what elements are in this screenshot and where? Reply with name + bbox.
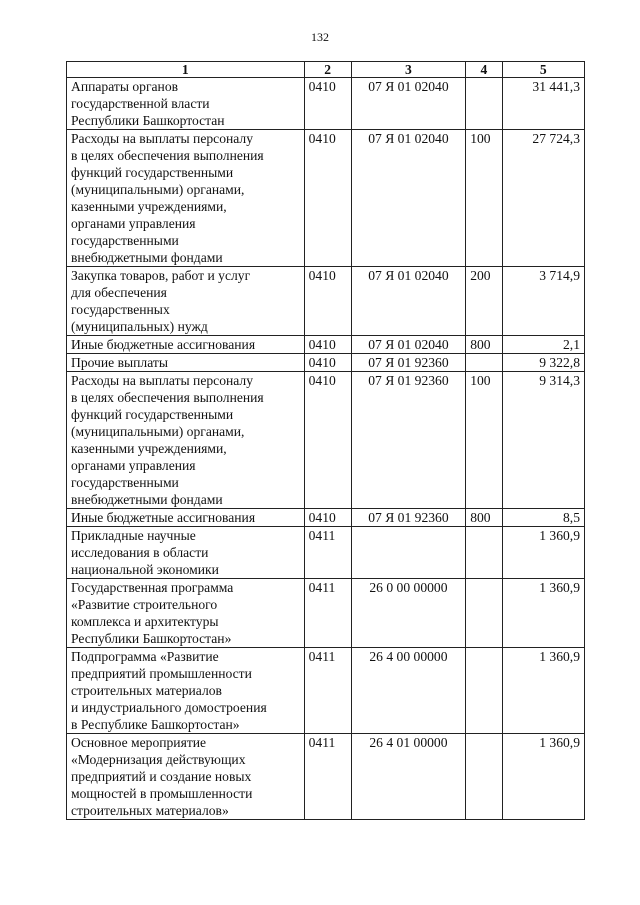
row-target-code: 07 Я 01 02040	[351, 130, 466, 267]
row-amount: 27 724,3	[502, 130, 584, 267]
row-amount: 9 322,8	[502, 354, 584, 372]
row-amount: 3 714,9	[502, 267, 584, 336]
table-row	[67, 734, 585, 820]
row-name-cell	[67, 267, 305, 336]
row-target-code: 07 Я 01 92360	[351, 372, 466, 509]
row-section-code: 0411	[304, 734, 351, 820]
row-expense-type: 100	[466, 372, 502, 509]
row-expense-type	[466, 734, 502, 820]
row-amount: 8,5	[502, 509, 584, 527]
row-expense-type	[466, 527, 502, 579]
row-name-cell	[67, 579, 305, 648]
column-header-3: 3	[351, 62, 466, 78]
row-expense-type: 200	[466, 267, 502, 336]
row-name: Иные бюджетные ассигнования	[71, 510, 256, 525]
page-number: 132	[311, 30, 329, 44]
row-name-cell	[67, 734, 305, 820]
row-expense-type	[466, 354, 502, 372]
row-name: Подпрограмма «Развитие предприятий промышленности строительных материалов и индустриального домостроения в Республике Башкортостан»	[71, 649, 267, 732]
table-row	[67, 78, 585, 130]
row-amount: 1 360,9	[502, 734, 584, 820]
row-name: Основное мероприятие «Модернизация действующих предприятий и создание новых мощностей в промышленности строительных материалов»	[71, 735, 253, 818]
row-name: Государственная программа «Развитие строительного комплекса и архитектуры Республики Башкортостан»	[71, 580, 234, 646]
table-row	[67, 130, 585, 267]
table-row	[67, 267, 585, 336]
row-expense-type: 800	[466, 336, 502, 354]
row-target-code: 07 Я 01 02040	[351, 267, 466, 336]
row-section-code: 0411	[304, 579, 351, 648]
table-row	[67, 579, 585, 648]
row-amount: 31 441,3	[502, 78, 584, 130]
row-section-code: 0410	[304, 372, 351, 509]
table-row	[67, 648, 585, 734]
row-name: Прочие выплаты	[71, 355, 168, 370]
row-amount: 9 314,3	[502, 372, 584, 509]
row-name: Закупка товаров, работ и услуг для обеспечения государственных (муниципальных) нужд	[71, 268, 251, 334]
table-row	[67, 354, 585, 372]
column-header-5: 5	[502, 62, 584, 78]
row-section-code: 0410	[304, 509, 351, 527]
table-header-row	[67, 62, 585, 78]
row-section-code: 0410	[304, 336, 351, 354]
row-section-code: 0410	[304, 267, 351, 336]
row-target-code: 07 Я 01 02040	[351, 336, 466, 354]
row-amount: 1 360,9	[502, 527, 584, 579]
row-expense-type: 100	[466, 130, 502, 267]
row-name-cell	[67, 509, 305, 527]
row-name-cell	[67, 527, 305, 579]
column-header-4: 4	[466, 62, 502, 78]
table-row	[67, 509, 585, 527]
row-target-code: 07 Я 01 02040	[351, 78, 466, 130]
row-expense-type	[466, 579, 502, 648]
row-name-cell	[67, 78, 305, 130]
row-target-code: 26 0 00 00000	[351, 579, 466, 648]
row-name: Расходы на выплаты персоналу в целях обеспечения выполнения функций государственными (муниципальными) органами, казенными учреждениями, органами управления государственными внебюджетными фондами	[71, 373, 264, 507]
column-header-2: 2	[304, 62, 351, 78]
table-row	[67, 527, 585, 579]
row-target-code: 07 Я 01 92360	[351, 509, 466, 527]
row-target-code	[351, 527, 466, 579]
row-target-code: 26 4 01 00000	[351, 734, 466, 820]
row-expense-type	[466, 648, 502, 734]
row-name: Аппараты органов государственной власти Республики Башкортостан	[71, 79, 225, 128]
budget-table	[66, 61, 585, 820]
row-section-code: 0410	[304, 354, 351, 372]
row-amount: 1 360,9	[502, 579, 584, 648]
row-amount: 1 360,9	[502, 648, 584, 734]
row-name: Прикладные научные исследования в области национальной экономики	[71, 528, 219, 577]
row-target-code: 07 Я 01 92360	[351, 354, 466, 372]
row-name: Расходы на выплаты персоналу в целях обеспечения выполнения функций государственными (муниципальными) органами, казенными учреждениями, органами управления государственными внебюджетными фондами	[71, 131, 264, 265]
table-row	[67, 336, 585, 354]
column-header-1: 1	[67, 62, 305, 78]
row-section-code: 0410	[304, 78, 351, 130]
row-amount: 2,1	[502, 336, 584, 354]
row-target-code: 26 4 00 00000	[351, 648, 466, 734]
row-section-code: 0411	[304, 648, 351, 734]
row-name-cell	[67, 336, 305, 354]
row-name-cell	[67, 372, 305, 509]
row-expense-type	[466, 78, 502, 130]
row-name-cell	[67, 648, 305, 734]
row-name-cell	[67, 354, 305, 372]
table-row	[67, 372, 585, 509]
row-name-cell	[67, 130, 305, 267]
row-name: Иные бюджетные ассигнования	[71, 337, 256, 352]
row-expense-type: 800	[466, 509, 502, 527]
row-section-code: 0411	[304, 527, 351, 579]
row-section-code: 0410	[304, 130, 351, 267]
